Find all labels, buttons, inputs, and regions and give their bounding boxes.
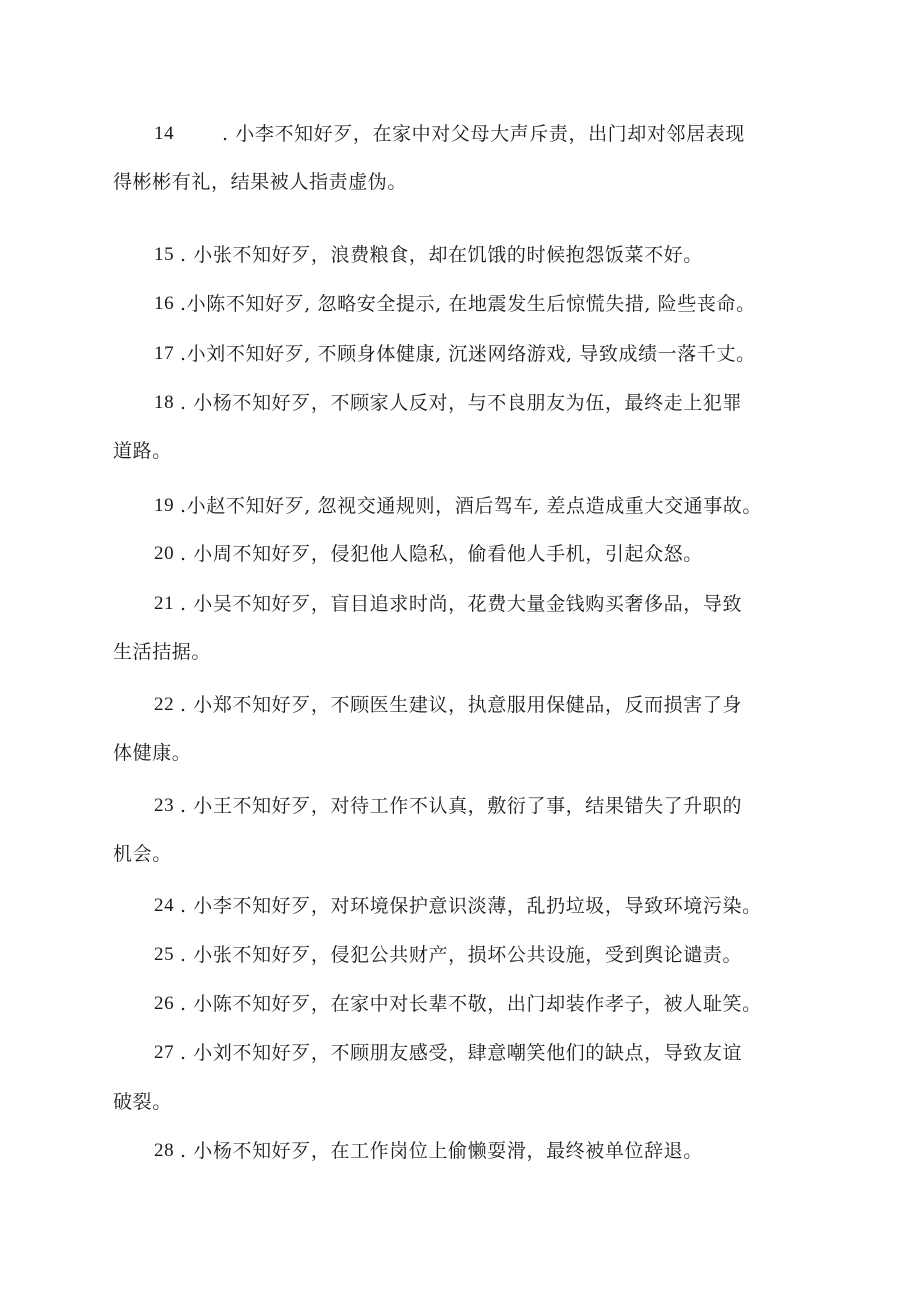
item-text: . 小刘不知好歹，不顾朋友感受，肆意嘲笑他们的缺点，导致友谊 [180,1042,743,1064]
item-number: 16 [154,293,175,314]
item-text: . 小杨不知好歹，不顾家人反对，与不良朋友为伍，最终走上犯罪 [180,392,743,414]
list-item-22-continuation [0,736,920,770]
item-number: 22 [154,694,175,715]
item-number: 24 [154,895,175,916]
item-text: .小赵不知好歹, 忽视交通规则，酒后驾车, 差点造成重大交通事故。 [180,495,762,517]
item-text: . 小郑不知好歹，不顾医生建议，执意服用保健品，反而损害了身 [180,694,743,716]
list-item-25 [0,938,920,972]
item-text: . 小张不知好歹，侵犯公共财产，损坏公共设施，受到舆论谴责。 [180,944,743,966]
item-text: . 小王不知好歹，对待工作不认真，敷衍了事，结果错失了升职的 [180,795,743,817]
list-item-17 [0,337,920,371]
list-item-14-continuation [0,165,920,199]
item-text-continuation: 生活拮据。 [113,641,212,663]
item-text: . 小李不知好歹，在家中对父母大声斥责，出门却对邻居表现 [222,123,745,145]
item-number: 20 [154,543,175,564]
item-text: .小刘不知好歹, 不顾身体健康, 沉迷网络游戏, 导致成绩一落千丈。 [180,343,756,365]
list-item-15 [0,238,920,272]
list-item-14 [0,117,920,151]
list-item-19 [0,489,920,523]
list-item-20 [0,537,920,571]
item-text: . 小杨不知好歹，在工作岗位上偷懒耍滑，最终被单位辞退。 [180,1140,703,1162]
list-item-18-continuation [0,434,920,468]
item-text: . 小张不知好歹，浪费粮食，却在饥饿的时候抱怨饭菜不好。 [180,244,703,266]
item-text-continuation: 道路。 [113,440,172,462]
item-text: . 小周不知好歹，侵犯他人隐私，偷看他人手机，引起众怒。 [180,543,703,565]
item-text: . 小陈不知好歹，在家中对长辈不敬，出门却装作孝子，被人耻笑。 [180,993,762,1015]
item-text: . 小吴不知好歹，盲目追求时尚，花费大量金钱购买奢侈品，导致 [180,593,743,615]
item-text: . 小李不知好歹，对环境保护意识淡薄，乱扔垃圾，导致环境污染。 [180,895,762,917]
item-text-continuation: 破裂。 [113,1091,172,1113]
item-number: 26 [154,993,175,1014]
list-item-23-continuation [0,837,920,871]
list-item-16 [0,287,920,321]
item-number: 28 [154,1140,175,1161]
list-item-26 [0,987,920,1021]
item-number: 25 [154,944,175,965]
item-text-continuation: 得彬彬有礼，结果被人指责虚伪。 [113,171,408,193]
item-number: 27 [154,1042,175,1063]
item-number: 21 [154,593,175,614]
list-item-27 [0,1036,920,1070]
list-item-23 [0,789,920,823]
item-number: 15 [154,244,175,265]
item-number: 19 [154,495,175,516]
list-item-22 [0,688,920,722]
list-item-18 [0,386,920,420]
list-item-21 [0,587,920,621]
item-number: 23 [154,795,175,816]
item-number: 18 [154,392,175,413]
item-text-continuation: 机会。 [113,843,172,865]
item-number: 14 [154,123,175,144]
item-text-continuation: 体健康。 [113,742,192,764]
list-item-24 [0,889,920,923]
item-number: 17 [154,343,175,364]
list-item-28 [0,1134,920,1168]
list-item-27-continuation [0,1085,920,1119]
item-text: .小陈不知好歹, 忽略安全提示, 在地震发生后惊慌失措, 险些丧命。 [180,293,756,315]
list-item-21-continuation [0,635,920,669]
